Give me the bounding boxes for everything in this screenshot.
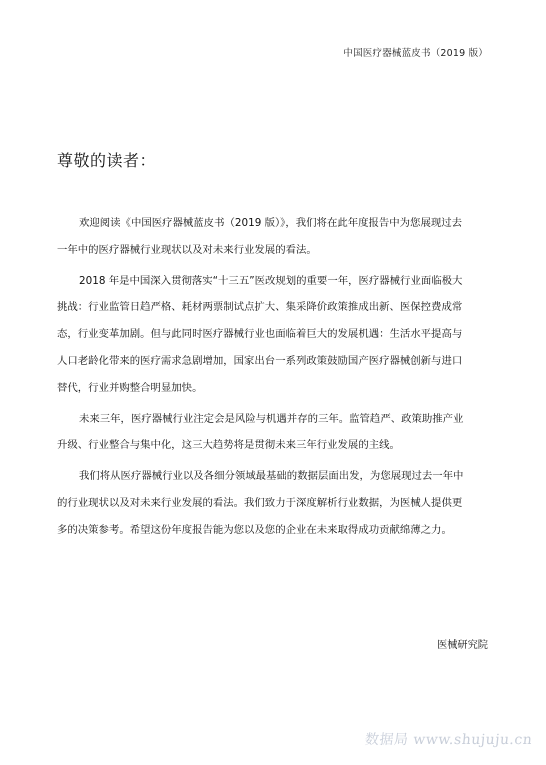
letter-signature: 医械研究院 [437,640,488,651]
paragraph-2-line-2: 挑战：行业监管日趋严格、耗材两票制试点扩大、集采降价政策推成出新、医保控费成常 [57,301,463,314]
paragraph-2-line-4: 人口老龄化带来的医疗需求急剧增加，国家出台一系列政策鼓励国产医疗器械创新与进口 [57,354,463,367]
paragraph-1-line-1: 欢迎阅读《中国医疗器械蓝皮书（2019 版）》，我们将在此年度报告中为您展现过去 [79,217,463,229]
paragraph-2-line-5: 替代，行业并购整合明显加快。 [57,381,203,394]
paragraph-4-line-3: 多的决策参考。希望这份年度报告能为您以及您的企业在未来取得成功贡献绵薄之力。 [57,523,452,536]
paragraph-2-line-3: 态，行业变革加剧。但与此同时医疗器械行业也面临着巨大的发展机遇：生活水平提高与 [57,328,463,341]
letter-body [57,210,493,544]
paragraph-1-line-2: 一年中的医疗器械行业现状以及对未来行业发展的看法。 [57,243,317,256]
paragraph-2-line-1: 2018 年是中国深入贯彻落实“十三五”医改规划的重要一年，医疗器械行业面临极大 [79,274,463,287]
letter-salutation: 尊敬的读者： [57,151,157,170]
running-header: 中国医疗器械蓝皮书（2019 版） [343,48,488,59]
paragraph-3-line-1: 未来三年，医疗器械行业注定会是风险与机遇并存的三年。监管趋严、政策助推产业 [79,412,464,425]
paragraph-4-line-1: 我们将从医疗器械行业以及各细分领域最基础的数据层面出发，为您展现过去一年中 [79,470,464,483]
paragraph-4-line-2: 的行业现状以及对未来行业发展的看法。我们致力于深度解析行业数据，为医械人提供更 [57,496,463,509]
watermark-logo: 数据局 www.shujuju.cn [363,732,533,748]
paragraph-3-line-2: 升级、行业整合与集中化，这三大趋势将是贯彻未来三年行业发展的主线。 [57,439,400,452]
